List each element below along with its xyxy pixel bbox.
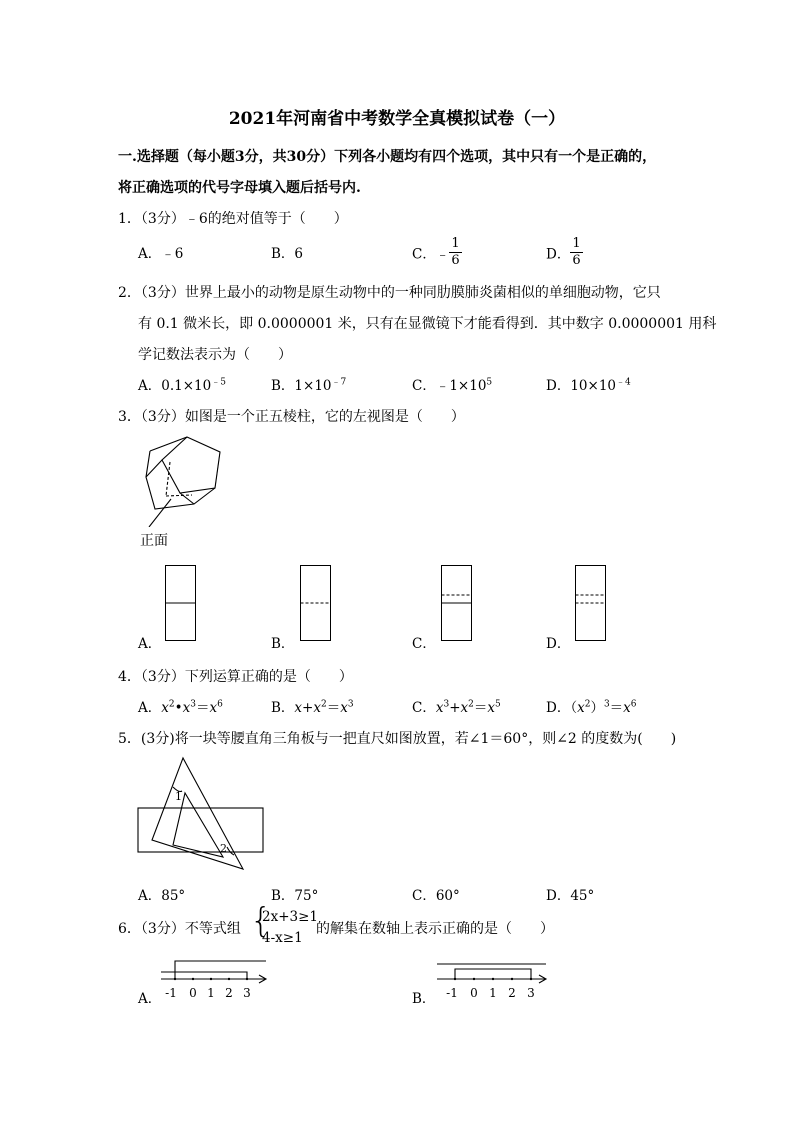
q3-option-d[interactable]: D． bbox=[546, 636, 571, 652]
option-label: A． bbox=[138, 700, 162, 716]
q1-option-d-fraction bbox=[570, 236, 582, 269]
exponent: 5 bbox=[495, 699, 501, 710]
q5-stem: 5．(3分)将一块等腰直角三角板与一把直尺如图放置，若∠1＝60°，则∠2 的度数为( ) bbox=[118, 731, 677, 747]
tick-mark bbox=[511, 978, 513, 980]
q1-stem: 1．（3分）﹣6的绝对值等于（ ） bbox=[118, 211, 348, 227]
q5-option-b[interactable]: B．75° bbox=[271, 888, 319, 904]
fraction-denominator: 6 bbox=[572, 253, 581, 268]
q3-option-c[interactable]: C． bbox=[412, 636, 436, 652]
q1-option-c-label: C．﹣ bbox=[412, 246, 450, 263]
plus-sign: + bbox=[449, 700, 461, 716]
exponent: 2 bbox=[168, 699, 175, 710]
var-x: x bbox=[182, 700, 191, 716]
tick-label: 2 bbox=[225, 986, 233, 1000]
tick-mark bbox=[530, 978, 532, 980]
tick-label: 3 bbox=[527, 986, 535, 1000]
q2-option-a-exponent: ﹣5 bbox=[211, 377, 226, 388]
fraction-numerator: 1 bbox=[451, 236, 460, 251]
q6-option-b-numberline[interactable] bbox=[434, 955, 552, 1005]
var-x: x bbox=[294, 700, 303, 716]
exponent: 3 bbox=[190, 699, 196, 710]
exponent: 2 bbox=[584, 699, 591, 710]
exponent: 3 bbox=[603, 699, 610, 710]
prism-hidden-edge bbox=[166, 495, 192, 496]
ruler-rectangle bbox=[138, 808, 263, 852]
angle2-label: 2 bbox=[220, 842, 227, 855]
q6-inequality-1: 2x+3≥1 bbox=[262, 909, 319, 925]
q2-option-a[interactable] bbox=[138, 374, 226, 394]
front-label: 正面 bbox=[140, 533, 168, 549]
fraction-numerator: 1 bbox=[572, 236, 581, 251]
equals-sign: ＝ bbox=[195, 700, 210, 716]
q6-stem-suffix: 的解集在数轴上表示正确的是（ ） bbox=[316, 921, 554, 937]
left-paren: （ bbox=[570, 700, 578, 716]
equals-sign: ＝ bbox=[609, 700, 624, 716]
tick-mark bbox=[454, 978, 456, 980]
q4-option-a[interactable] bbox=[138, 696, 223, 716]
q2-option-d[interactable] bbox=[546, 374, 631, 394]
page-title: 2021年河南省中考数学全真模拟试卷（一） bbox=[228, 109, 566, 129]
section-instructions-line2: 将正确选项的代号字母填入题后括号内. bbox=[118, 180, 361, 196]
var-x: x bbox=[340, 700, 348, 716]
q3-option-a-figure[interactable] bbox=[165, 565, 197, 643]
q3-stem: 3．（3分）如图是一个正五棱柱，它的左视图是（ ） bbox=[118, 409, 465, 425]
q2-stem-line2: 有 0.1 微米长，即 0.0000001 米，只有在显微镜下才能看得到．其中数字 0.0000001 用科 bbox=[138, 316, 717, 332]
prism-edge bbox=[150, 437, 187, 451]
tick-label: -1 bbox=[446, 986, 458, 1000]
front-pointer-line bbox=[149, 499, 171, 527]
var-x: x bbox=[487, 700, 495, 716]
q6-option-a-numberline[interactable] bbox=[158, 955, 273, 1005]
q6-option-b[interactable]: B． bbox=[412, 991, 436, 1007]
q2-option-b-base: B．1×10 bbox=[271, 378, 332, 394]
q3-option-b-figure[interactable] bbox=[300, 565, 332, 643]
var-x: x bbox=[577, 700, 585, 716]
q3-option-c-figure[interactable] bbox=[441, 565, 473, 643]
q6-option-a[interactable]: A． bbox=[138, 991, 162, 1007]
var-x: x bbox=[209, 700, 218, 716]
q4-stem: 4．（3分）下列运算正确的是（ ） bbox=[118, 669, 353, 685]
equals-sign: ＝ bbox=[473, 700, 488, 716]
exponent: 3 bbox=[347, 699, 354, 710]
section-instructions-line1: 一.选择题（每小题3分，共30分）下列各小题均有四个选项，其中只有一个是正确的， bbox=[118, 149, 657, 165]
q3-option-d-figure[interactable] bbox=[575, 565, 607, 643]
exponent: 2 bbox=[468, 699, 474, 710]
var-x: x bbox=[161, 700, 169, 716]
exponent: 6 bbox=[217, 699, 223, 710]
tick-mark bbox=[192, 978, 194, 980]
tick-label: 0 bbox=[189, 986, 197, 1000]
q4-option-d[interactable] bbox=[546, 696, 637, 716]
solution-bracket-2 bbox=[161, 972, 247, 979]
q1-option-b[interactable]: B．6 bbox=[271, 246, 304, 262]
q5-option-d[interactable]: D．45° bbox=[546, 888, 595, 904]
plus-sign: + bbox=[302, 700, 314, 716]
q1-option-d-label: D． bbox=[546, 246, 571, 263]
q1-option-a[interactable]: A．﹣6 bbox=[138, 246, 184, 262]
system-brace: { bbox=[250, 901, 272, 941]
tick-mark bbox=[228, 978, 230, 980]
tick-label: 2 bbox=[508, 986, 516, 1000]
angle1-label: 1 bbox=[175, 790, 182, 803]
q4-option-b[interactable] bbox=[271, 696, 354, 716]
q5-option-a[interactable]: A．85° bbox=[138, 888, 186, 904]
q1-option-c[interactable] bbox=[412, 236, 462, 269]
solution-bracket-1 bbox=[175, 961, 266, 979]
pentagonal-prism-figure bbox=[135, 432, 235, 527]
q2-stem-line1: 2．（3分）世界上最小的动物是原生动物中的一种同肋膜肺炎菌相似的单细胞动物，它只 bbox=[118, 285, 661, 301]
option-label: C． bbox=[412, 700, 436, 716]
q2-option-c-base: C．﹣1×10 bbox=[412, 378, 487, 394]
q2-option-b-exponent: ﹣7 bbox=[331, 377, 347, 388]
q2-option-d-exponent: ﹣4 bbox=[616, 377, 631, 388]
q5-option-c[interactable]: C．60° bbox=[412, 888, 460, 904]
tick-label: 3 bbox=[243, 986, 251, 1000]
dot-operator: • bbox=[174, 700, 183, 716]
tick-mark bbox=[246, 978, 248, 980]
q2-option-d-base: D．10×10 bbox=[546, 378, 616, 394]
q4-option-c[interactable] bbox=[412, 696, 501, 716]
q3-option-b[interactable]: B． bbox=[271, 636, 295, 652]
var-x: x bbox=[435, 700, 444, 716]
q6-inequality-2: 4-x≥1 bbox=[262, 930, 303, 946]
fraction-denominator: 6 bbox=[451, 253, 460, 268]
tick-mark bbox=[210, 978, 212, 980]
var-x: x bbox=[460, 700, 469, 716]
q2-option-c[interactable] bbox=[412, 374, 492, 394]
exponent: 2 bbox=[320, 699, 327, 710]
prism-edge bbox=[215, 452, 220, 488]
option-label: B． bbox=[271, 700, 295, 716]
prism-front-face bbox=[162, 437, 220, 493]
triangle-ruler-figure bbox=[135, 755, 270, 875]
prism-hidden-edge bbox=[166, 462, 170, 496]
var-x: x bbox=[623, 700, 631, 716]
tick-label: -1 bbox=[165, 986, 177, 1000]
equals-sign: ＝ bbox=[326, 700, 341, 716]
prism-back-edges bbox=[146, 460, 215, 509]
q2-stem-line3: 学记数法表示为（ ） bbox=[138, 347, 292, 363]
option-label: D． bbox=[546, 700, 571, 716]
q6-stem-prefix: 6．（3分）不等式组 bbox=[118, 921, 241, 937]
exponent: 3 bbox=[443, 699, 450, 710]
q1-option-c-fraction bbox=[449, 236, 461, 269]
q2-option-b[interactable] bbox=[271, 374, 346, 394]
q2-option-a-base: A．0.1×10 bbox=[138, 378, 212, 394]
tick-mark bbox=[174, 978, 176, 980]
q1-option-d[interactable] bbox=[546, 236, 583, 269]
tick-label: 1 bbox=[489, 986, 497, 1000]
solution-bracket bbox=[455, 969, 531, 979]
tick-mark bbox=[492, 978, 494, 980]
var-x: x bbox=[313, 700, 321, 716]
tick-mark bbox=[473, 978, 475, 980]
tick-label: 0 bbox=[470, 986, 478, 1000]
q2-option-c-exponent: 5 bbox=[486, 377, 493, 388]
q3-option-a[interactable]: A． bbox=[138, 636, 162, 652]
exponent: 6 bbox=[630, 699, 637, 710]
right-paren: ） bbox=[590, 700, 604, 716]
tick-label: 1 bbox=[207, 986, 215, 1000]
